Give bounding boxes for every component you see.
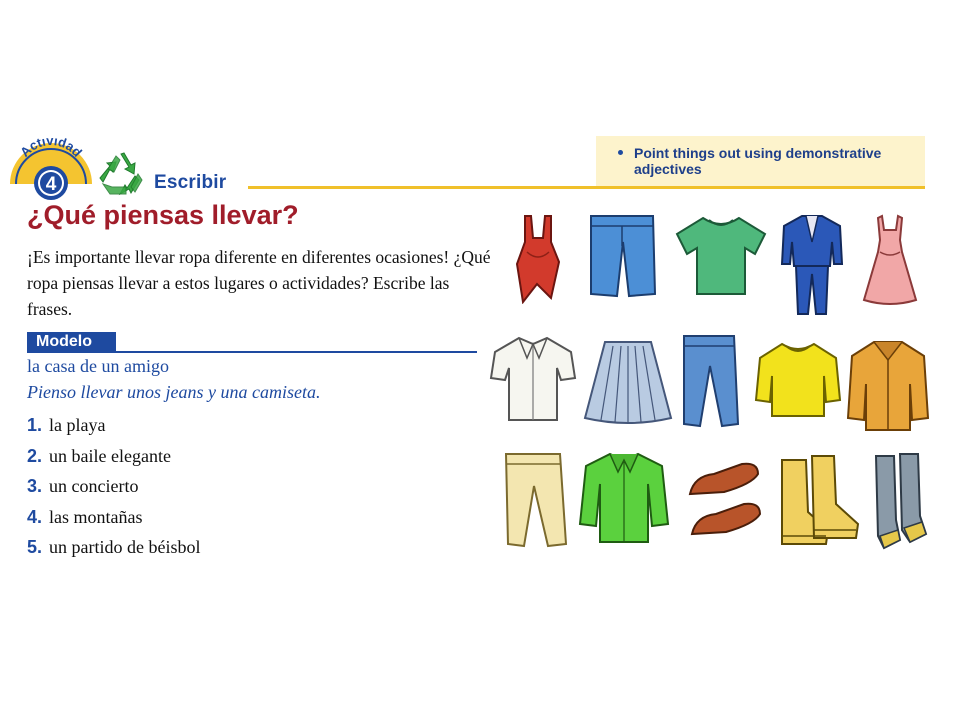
swimsuit-image xyxy=(507,212,569,304)
item-text: la playa xyxy=(49,415,106,435)
shorts-image xyxy=(585,212,659,300)
list-item xyxy=(27,534,201,565)
modelo-label: Modelo xyxy=(27,332,116,352)
item-text: un partido de béisbol xyxy=(49,537,201,557)
activity-number: 4 xyxy=(45,174,57,195)
objective-text: Point things out using demonstrative adjectives xyxy=(634,145,882,177)
sweater-image xyxy=(752,338,844,420)
list-item xyxy=(27,473,201,504)
boots-image xyxy=(772,452,864,550)
skirt-image xyxy=(583,338,673,426)
item-text: un baile elegante xyxy=(49,445,171,466)
activity-badge xyxy=(8,138,94,204)
exercise-list xyxy=(27,412,201,565)
item-number: 2. xyxy=(27,445,43,466)
t-shirt-image xyxy=(673,212,769,298)
item-text: un concierto xyxy=(49,476,139,496)
bullet-icon xyxy=(618,150,623,155)
list-item xyxy=(27,412,201,443)
blouse-image xyxy=(487,332,579,428)
socks-image xyxy=(870,450,930,554)
instructions: ¡Es importante llevar ropa diferente en diferentes ocasiones! ¿Qué ropa piensas llevar a estos lugares o actividades? Escribe las frases. xyxy=(27,247,491,319)
item-number: 5. xyxy=(27,537,43,557)
shirt-image xyxy=(578,448,670,548)
modelo-rule xyxy=(27,351,477,353)
item-text: las montañas xyxy=(49,506,143,527)
list-item xyxy=(27,443,201,474)
header-rule xyxy=(248,186,925,189)
modelo-prompt: la casa de un amigo xyxy=(27,356,169,376)
item-number: 1. xyxy=(27,415,43,435)
item-number: 4. xyxy=(27,506,43,527)
suit-image xyxy=(780,212,844,316)
modelo-answer: Pienso llevar unos jeans y una camiseta. xyxy=(27,382,321,402)
section-label: Escribir xyxy=(154,172,227,193)
activity-label: Actividad xyxy=(17,138,86,160)
shoes-image xyxy=(684,456,766,542)
jeans-image xyxy=(676,332,742,430)
jacket-image xyxy=(846,338,930,434)
recycle-icon xyxy=(98,150,144,196)
objectives-box xyxy=(596,136,925,186)
dress-image xyxy=(860,212,920,308)
list-item xyxy=(27,504,201,535)
item-number: 3. xyxy=(27,476,43,496)
pants-image xyxy=(500,450,570,550)
page-title: ¿Qué piensas llevar? xyxy=(27,200,299,230)
